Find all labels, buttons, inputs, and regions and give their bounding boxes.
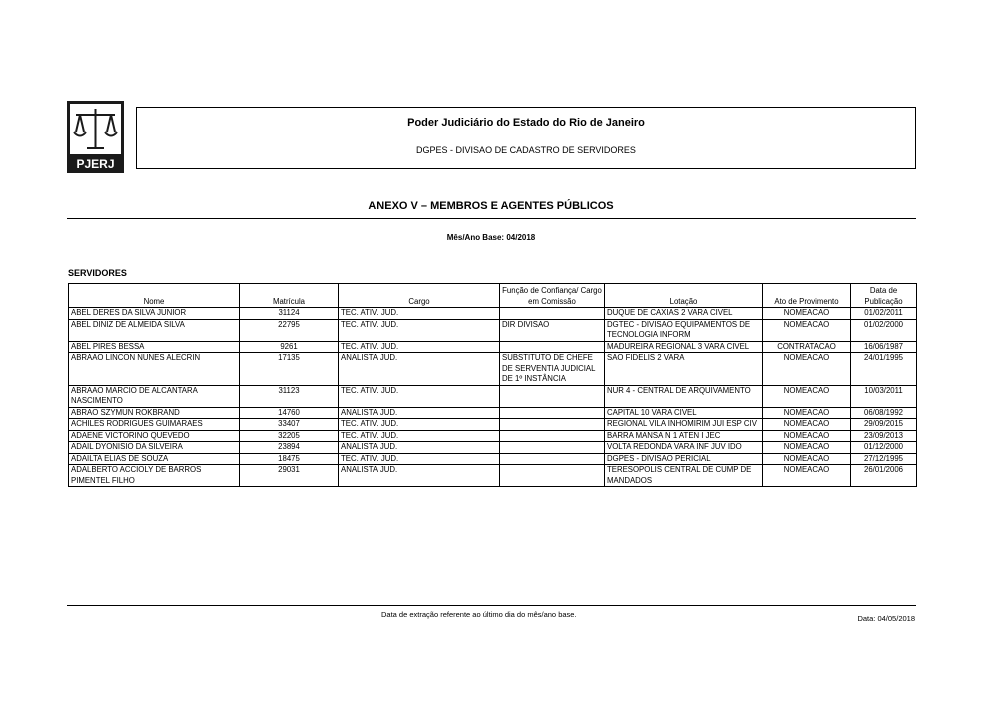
table-row (69, 453, 917, 465)
table-row (69, 341, 917, 353)
col-header-matricula: Matrícula (240, 284, 339, 308)
section-title: SERVIDORES (68, 268, 127, 278)
cell-matricula: 14760 (240, 407, 339, 419)
pjerj-logo (67, 101, 124, 173)
cell-lotacao: DGTEC - DIVISAO EQUIPAMENTOS DE TECNOLOGIA INFORM (605, 319, 763, 341)
cell-funcao (500, 341, 605, 353)
cell-ato: NOMEACAO (763, 407, 851, 419)
cell-data: 01/02/2011 (851, 308, 917, 320)
table-row (69, 442, 917, 454)
col-header-funcao: Função de Confiança/ Cargo em Comissão (500, 284, 605, 308)
cell-matricula: 31124 (240, 308, 339, 320)
table-row (69, 465, 917, 487)
cell-matricula: 33407 (240, 419, 339, 431)
cell-nome: ADAENE VICTORINO QUEVEDO (69, 430, 240, 442)
cell-matricula: 18475 (240, 453, 339, 465)
table-row (69, 385, 917, 407)
cell-cargo: ANALISTA JUD. (339, 353, 500, 386)
cell-funcao (500, 385, 605, 407)
cell-ato: NOMEACAO (763, 453, 851, 465)
table-row (69, 430, 917, 442)
header-title: Poder Judiciário do Estado do Rio de Janeiro (407, 117, 645, 129)
cell-funcao (500, 419, 605, 431)
cell-matricula: 32205 (240, 430, 339, 442)
cell-ato: NOMEACAO (763, 308, 851, 320)
cell-lotacao: REGIONAL VILA INHOMIRIM JUI ESP CIV (605, 419, 763, 431)
cell-matricula: 31123 (240, 385, 339, 407)
cell-cargo: ANALISTA JUD. (339, 465, 500, 487)
cell-ato: CONTRATACAO (763, 341, 851, 353)
cell-funcao: SUBSTITUTO DE CHEFE DE SERVENTIA JUDICIAL DE 1º INSTÂNCIA (500, 353, 605, 386)
cell-matricula: 22795 (240, 319, 339, 341)
cell-data: 26/01/2006 (851, 465, 917, 487)
cell-cargo: TEC. ATIV. JUD. (339, 419, 500, 431)
header-subtitle: DGPES - DIVISAO DE CADASTRO DE SERVIDORES (416, 145, 636, 155)
cell-nome: ABEL DINIZ DE ALMEIDA SILVA (69, 319, 240, 341)
cell-matricula: 29031 (240, 465, 339, 487)
table-row (69, 308, 917, 320)
cell-nome: ACHILES RODRIGUES GUIMARAES (69, 419, 240, 431)
table-row (69, 353, 917, 386)
cell-matricula: 9261 (240, 341, 339, 353)
cell-matricula: 23894 (240, 442, 339, 454)
cell-nome: ABEL PIRES BESSA (69, 341, 240, 353)
cell-cargo: TEC. ATIV. JUD. (339, 385, 500, 407)
cell-cargo: ANALISTA JUD. (339, 407, 500, 419)
header-box (136, 107, 916, 169)
cell-ato: NOMEACAO (763, 319, 851, 341)
cell-funcao (500, 465, 605, 487)
title-divider (67, 218, 916, 219)
cell-data: 01/12/2000 (851, 442, 917, 454)
logo-text: PJERJ (76, 157, 115, 171)
cell-data: 24/01/1995 (851, 353, 917, 386)
servers-table (68, 283, 917, 487)
cell-funcao (500, 308, 605, 320)
cell-data: 06/08/1992 (851, 407, 917, 419)
cell-data: 01/02/2000 (851, 319, 917, 341)
col-header-data: Data de Publicação (851, 284, 917, 308)
cell-lotacao: CAPITAL 10 VARA CIVEL (605, 407, 763, 419)
table-row (69, 319, 917, 341)
cell-lotacao: DGPES - DIVISAO PERICIAL (605, 453, 763, 465)
cell-matricula: 17135 (240, 353, 339, 386)
cell-lotacao: DUQUE DE CAXIAS 2 VARA CIVEL (605, 308, 763, 320)
cell-lotacao: BARRA MANSA N 1 ATEN I JEC (605, 430, 763, 442)
cell-lotacao: TERESOPOLIS CENTRAL DE CUMP DE MANDADOS (605, 465, 763, 487)
footer-date: Data: 04/05/2018 (857, 614, 915, 623)
table-row (69, 407, 917, 419)
cell-ato: NOMEACAO (763, 353, 851, 386)
table-row (69, 419, 917, 431)
cell-data: 10/03/2011 (851, 385, 917, 407)
table-header-row (69, 284, 917, 308)
cell-lotacao: SAO FIDELIS 2 VARA (605, 353, 763, 386)
cell-nome: ADAIL DYONISIO DA SILVEIRA (69, 442, 240, 454)
cell-nome: ABEL DERES DA SILVA JUNIOR (69, 308, 240, 320)
cell-data: 27/12/1995 (851, 453, 917, 465)
cell-nome: ABRAO SZYMUN ROKBRAND (69, 407, 240, 419)
cell-cargo: TEC. ATIV. JUD. (339, 453, 500, 465)
footer-divider (67, 605, 916, 606)
cell-data: 29/09/2015 (851, 419, 917, 431)
cell-lotacao: NUR 4 - CENTRAL DE ARQUIVAMENTO (605, 385, 763, 407)
cell-ato: NOMEACAO (763, 419, 851, 431)
annex-title: ANEXO V – MEMBROS E AGENTES PÚBLICOS (368, 200, 614, 212)
cell-funcao (500, 442, 605, 454)
base-month: Mês/Ano Base: 04/2018 (446, 233, 536, 242)
cell-ato: NOMEACAO (763, 465, 851, 487)
cell-ato: NOMEACAO (763, 442, 851, 454)
cell-cargo: TEC. ATIV. JUD. (339, 430, 500, 442)
cell-funcao (500, 453, 605, 465)
cell-ato: NOMEACAO (763, 430, 851, 442)
cell-nome: ADALBERTO ACCIOLY DE BARROS PIMENTEL FILHO (69, 465, 240, 487)
cell-cargo: TEC. ATIV. JUD. (339, 319, 500, 341)
col-header-cargo: Cargo (339, 284, 500, 308)
col-header-lotacao: Lotação (605, 284, 763, 308)
cell-lotacao: MADUREIRA REGIONAL 3 VARA CIVEL (605, 341, 763, 353)
cell-funcao (500, 430, 605, 442)
cell-cargo: TEC. ATIV. JUD. (339, 341, 500, 353)
cell-data: 23/09/2013 (851, 430, 917, 442)
cell-nome: ABRAAO LINCON NUNES ALECRIN (69, 353, 240, 386)
cell-nome: ABRAAO MARCIO DE ALCANTARA NASCIMENTO (69, 385, 240, 407)
cell-lotacao: VOLTA REDONDA VARA INF JUV IDO (605, 442, 763, 454)
col-header-nome: Nome (69, 284, 240, 308)
cell-cargo: TEC. ATIV. JUD. (339, 308, 500, 320)
cell-cargo: ANALISTA JUD. (339, 442, 500, 454)
footer-note: Data de extração referente ao último dia do mês/ano base. (381, 610, 577, 619)
col-header-ato: Ato de Provimento (763, 284, 851, 308)
cell-nome: ADAILTA ELIAS DE SOUZA (69, 453, 240, 465)
cell-funcao (500, 407, 605, 419)
cell-ato: NOMEACAO (763, 385, 851, 407)
cell-funcao: DIR DIVISAO (500, 319, 605, 341)
cell-data: 16/06/1987 (851, 341, 917, 353)
